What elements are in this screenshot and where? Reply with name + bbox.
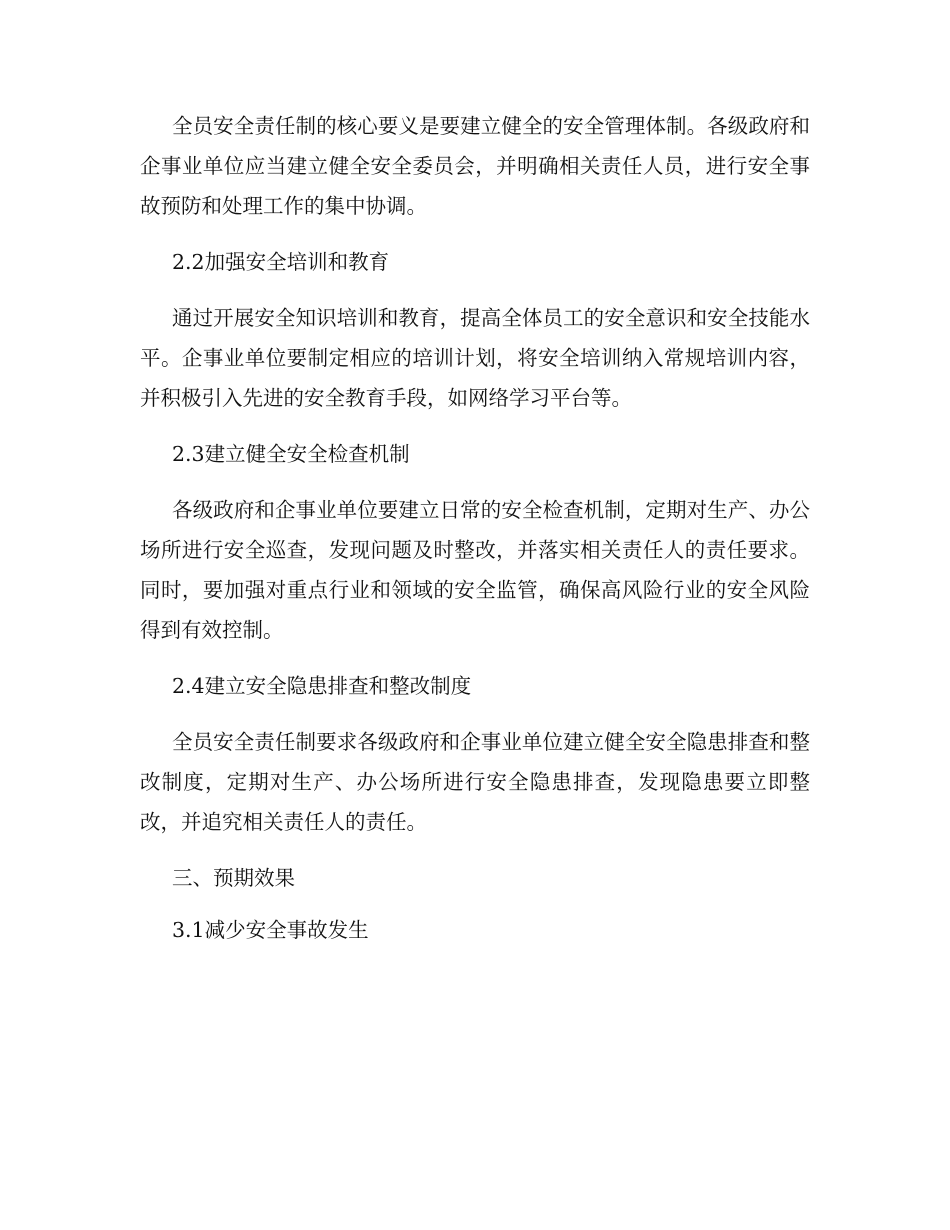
heading-section-3: 三、预期效果 bbox=[172, 866, 295, 890]
document-body bbox=[140, 106, 810, 950]
paragraph-hazard-rectification: 全员安全责任制要求各级政府和企事业单位建立健全安全隐患排查和整改制度，定期对生产、办公场所进行安全隐患排查，发现隐患要立即整改，并追究相关责任人的责任。 bbox=[140, 730, 810, 834]
paragraph-safety-system: 全员安全责任制的核心要义是要建立健全的安全管理体制。各级政府和企事业单位应当建立健全安全委员会，并明确相关责任人员，进行安全事故预防和处理工作的集中协调。 bbox=[140, 114, 810, 218]
heading-3-1: 3.1减少安全事故发生 bbox=[172, 918, 369, 942]
heading-2-2: 2.2加强安全培训和教育 bbox=[172, 250, 390, 274]
paragraph-inspection: 各级政府和企事业单位要建立日常的安全检查机制，定期对生产、办公场所进行安全巡查，发现问题及时整改，并落实相关责任人的责任要求。同时，要加强对重点行业和领域的安全监管，确保高风险行业的安全风险得到有效控制。 bbox=[140, 498, 810, 642]
heading-2-3: 2.3建立健全安全检查机制 bbox=[172, 442, 410, 466]
paragraph-training: 通过开展安全知识培训和教育，提高全体员工的安全意识和安全技能水平。企事业单位要制定相应的培训计划，将安全培训纳入常规培训内容，并积极引入先进的安全教育手段，如网络学习平台等。 bbox=[140, 306, 810, 410]
heading-2-4: 2.4建立安全隐患排查和整改制度 bbox=[172, 674, 472, 698]
